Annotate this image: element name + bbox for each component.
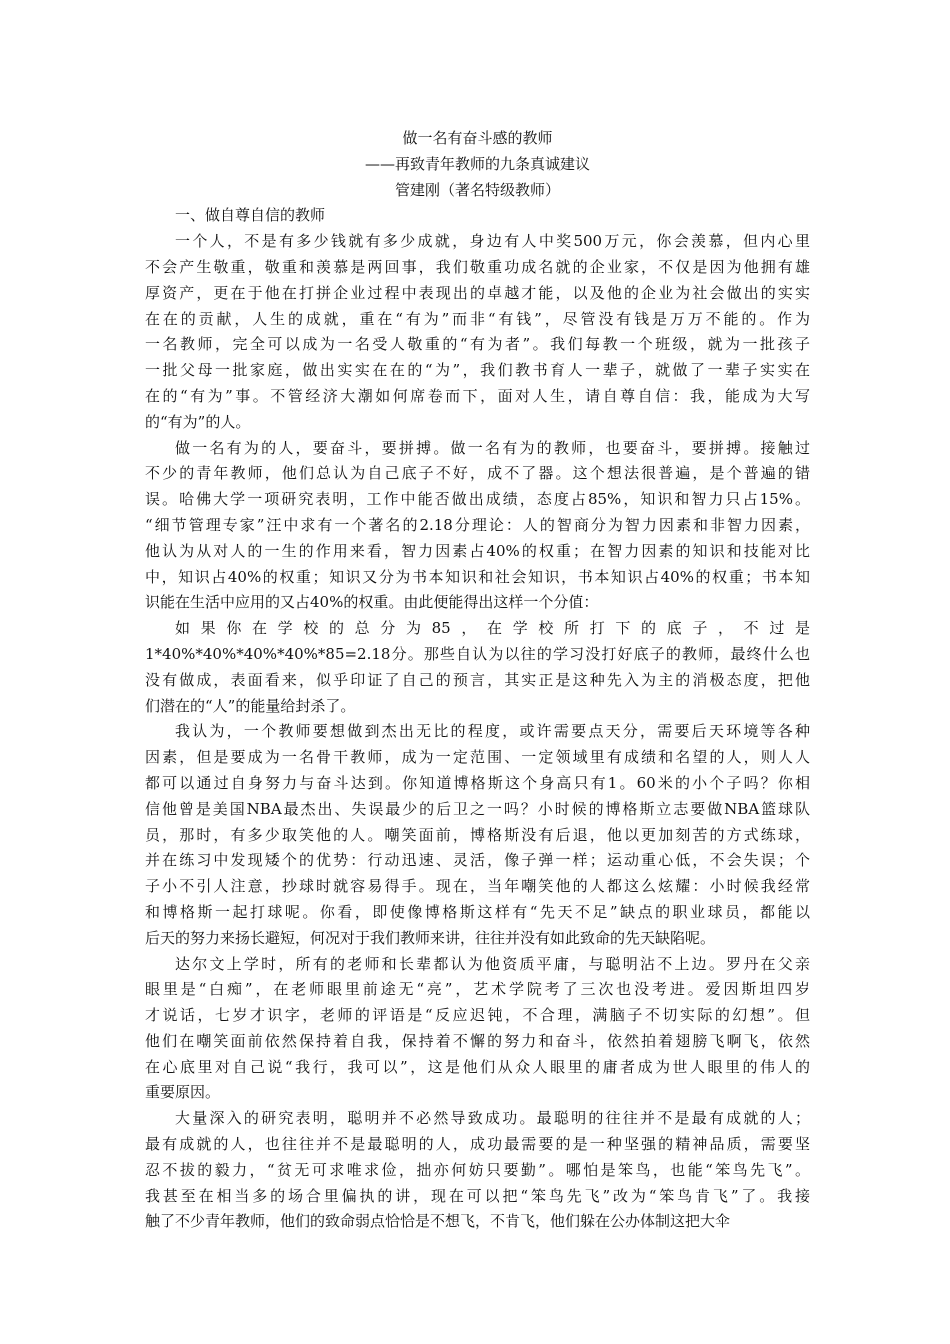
paragraph-line: 1*40%*40%*40%*40%*85=2.18分。那些自认为以往的学习没打好底子的教师，最终什么也: [145, 644, 810, 663]
title-block: [145, 126, 810, 203]
paragraph-line: 没有做成，表面看来，似乎印证了自己的预言，其实正是这种先入为主的消极态度，把他: [145, 670, 810, 689]
paragraph-line: 一批父母一批家庭，做出实实在在的“为”，我们教书育人一辈子，就做了一辈子实实在: [145, 361, 810, 380]
document-title: 做一名有奋斗感的教师: [402, 129, 553, 147]
paragraph: [145, 229, 810, 435]
document-page: [145, 126, 810, 1235]
paragraph-line: 在在的贡献，人生的成就，重在“有为”而非“有钱”，尽管没有钱是万万不能的。作为: [145, 309, 810, 328]
document-subtitle: ——再致青年教师的九条真诚建议: [364, 154, 590, 173]
paragraph: [145, 952, 810, 1107]
paragraph-line: 在心底里对自己说“我行，我可以”，这是他们从众人眼里的庸者成为世人眼里的伟人的: [145, 1057, 810, 1076]
body-text: [145, 229, 810, 1235]
paragraph-line: 在的“有为”事。不管经济大潮如何席卷而下，面对人生，请自尊自信：我，能成为大写: [145, 386, 810, 405]
paragraph-line: 和博格斯一起打球呢。你看，即使像博格斯这样有“先天不足”缺点的职业球员，都能以: [145, 902, 810, 921]
paragraph-line: 做一名有为的人，要奋斗，要拼搏。做一名有为的教师，也要奋斗，要拼搏。接触过: [175, 438, 810, 457]
paragraph-line: 都可以通过自身努力与奋斗达到。你知道博格斯这个身高只有1。60米的小个子吗？你相: [145, 773, 810, 792]
paragraph-line: 触了不少青年教师，他们的致命弱点恰恰是不想飞，不肯飞，他们躲在公办体制这把大伞: [145, 1212, 731, 1231]
paragraph-line: 不会产生敬重，敬重和羡慕是两回事，我们敬重功成名就的企业家，不仅是因为他拥有雄: [145, 257, 810, 276]
paragraph-line: 才说话，七岁才识字，老师的评语是“反应迟钝，不合理，满脑子不切实际的幻想”。但: [145, 1006, 810, 1025]
paragraph-line: 识能在生活中应用的又占40%的权重。由此便能得出这样一个分值：: [145, 593, 599, 612]
paragraph-line: 我认为，一个教师要想做到杰出无比的程度，或许需要点天分，需要后天环境等各种: [175, 722, 810, 741]
paragraph-line: 因素，但是要成为一名骨干教师，成为一定范围、一定领域里有成绩和名望的人，则人人: [145, 748, 810, 767]
paragraph: [145, 1106, 810, 1235]
paragraph-line: 我甚至在相当多的场合里偏执的讲，现在可以把“笨鸟先飞”改为“笨鸟肯飞”了。我接: [145, 1186, 810, 1205]
paragraph-line: 达尔文上学时，所有的老师和长辈都认为他资质平庸，与聪明沾不上边。罗丹在父亲: [175, 954, 810, 973]
paragraph-line: “细节管理专家”汪中求有一个著名的2.18分理论：人的智商分为智力因素和非智力因素，: [145, 515, 810, 534]
paragraph-line: 忍不拔的毅力，“贫无可求唯求俭，拙亦何妨只要勤”。哪怕是笨鸟，也能“笨鸟先飞”。: [145, 1160, 810, 1179]
paragraph-line: 并在练习中发现矮个的优势：行动迅速、灵活，像子弹一样；运动重心低，不会失误；个: [145, 851, 810, 870]
paragraph-line: 员，那时，有多少取笑他的人。嘲笑面前，博格斯没有后退，他以更加刻苦的方式练球，: [145, 825, 810, 844]
paragraph-line: 误。哈佛大学一项研究表明，工作中能否做出成绩，态度占85%，知识和智力只占15%。: [145, 490, 810, 509]
document-author: 管建刚（著名特级教师）: [394, 180, 560, 199]
paragraph-line: 如果你在学校的总分为85，在学校所打下的底子，不过是: [175, 619, 810, 638]
paragraph-line: 眼里是“白痴”，在老师眼里前途无“亮”，艺术学院考了三次也没考进。爱因斯坦四岁: [145, 980, 810, 999]
paragraph-line: 厚资产，更在于他在打拼企业过程中表现出的卓越才能，以及他的企业为社会做出的实实: [145, 283, 810, 302]
paragraph-line: 他们在嘲笑面前依然保持着自我，保持着不懈的努力和奋斗，依然拍着翅膀飞啊飞，依然: [145, 1031, 810, 1050]
paragraph-line: 一名教师，完全可以成为一名受人敬重的“有为者”。我们每教一个班级，就为一批孩子: [145, 335, 810, 354]
paragraph-line: 信他曾是美国NBA最杰出、失误最少的后卫之一吗？小时候的博格斯立志要做NBA篮球队: [145, 799, 810, 818]
paragraph-line: 中，知识占40%的权重；知识又分为书本知识和社会知识，书本知识占40%的权重；书本知: [145, 567, 810, 586]
paragraph-line: 后天的努力来扬长避短，何况对于我们教师来讲，往往并没有如此致命的先天缺陷呢。: [145, 928, 716, 947]
paragraph-line: 重要原因。: [145, 1083, 221, 1102]
paragraph-line: 不少的青年教师，他们总认为自己底子不好，成不了器。这个想法很普遍，是个普遍的错: [145, 464, 810, 483]
paragraph-line: 他认为从对人的一生的作用来看，智力因素占40%的权重；在智力因素的知识和技能对比: [145, 541, 810, 560]
paragraph-line: 最有成就的人，也往往并不是最聪明的人，成功最需要的是一种坚强的精神品质，需要坚: [145, 1135, 810, 1154]
paragraph-line: 子小不引人注意，抄球时就容易得手。现在，当年嘲笑他的人都这么炫耀：小时候我经常: [145, 877, 810, 896]
paragraph-line: 一个人，不是有多少钱就有多少成就，身边有人中奖500万元，你会羡慕，但内心里: [175, 232, 810, 251]
section-heading: 一、做自尊自信的教师: [175, 206, 326, 225]
paragraph-line: 们潜在的“人”的能量给封杀了。: [145, 696, 356, 715]
paragraph-line: 的“有为”的人。: [145, 412, 251, 431]
paragraph: [145, 616, 810, 719]
paragraph-line: 大量深入的研究表明，聪明并不必然导致成功。最聪明的往往并不是最有成就的人；: [175, 1109, 810, 1128]
paragraph: [145, 719, 810, 951]
paragraph: [145, 436, 810, 617]
